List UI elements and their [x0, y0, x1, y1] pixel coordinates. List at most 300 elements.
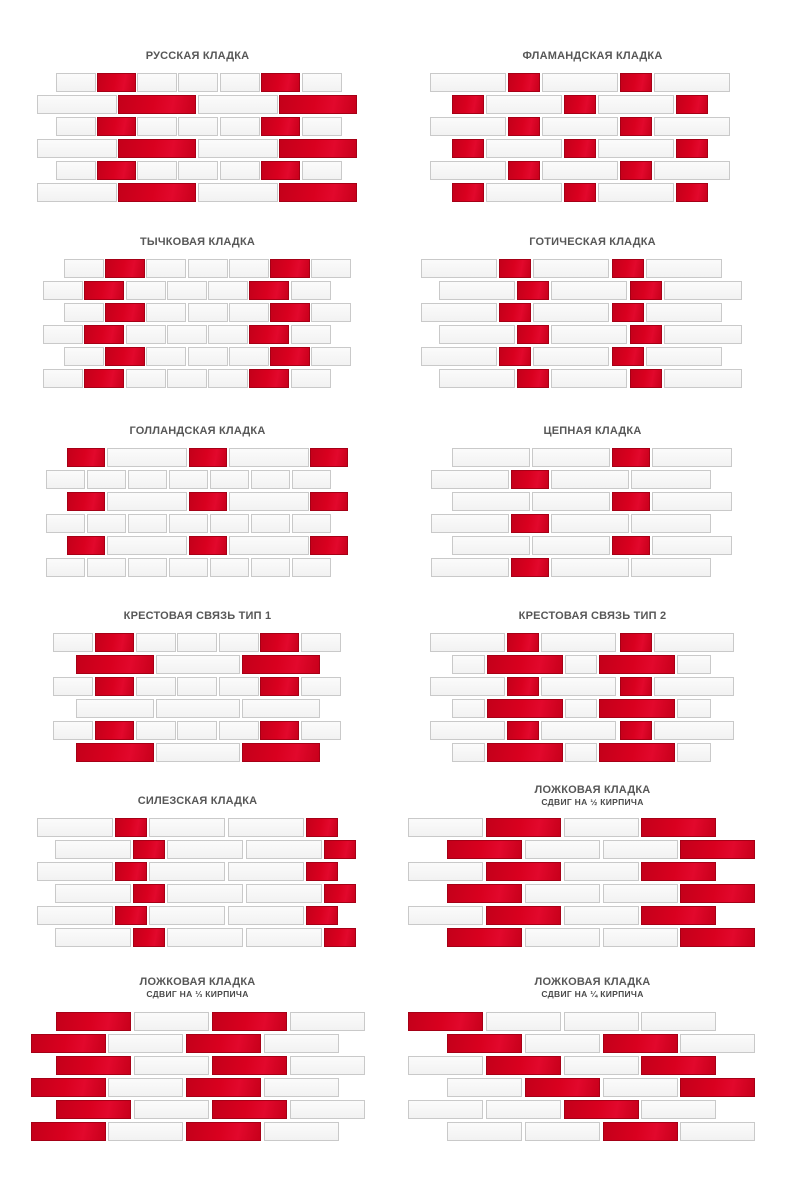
red-brick: [630, 369, 662, 388]
bond-subtitle: СДВИГ НА ¼ КИРПИЧА: [541, 989, 644, 999]
white-brick: [149, 906, 225, 925]
red-brick: [324, 840, 356, 859]
white-brick: [169, 514, 208, 533]
red-brick: [105, 303, 145, 322]
red-brick: [249, 281, 289, 300]
red-brick: [270, 347, 310, 366]
red-brick: [212, 1100, 287, 1119]
bond-panel-stretcher-half: [395, 784, 790, 960]
red-brick: [249, 369, 289, 388]
white-brick: [167, 928, 243, 947]
red-brick: [115, 862, 147, 881]
white-brick: [525, 928, 600, 947]
white-brick: [408, 862, 483, 881]
white-brick: [290, 1056, 365, 1075]
white-brick: [55, 928, 131, 947]
red-brick: [95, 721, 134, 740]
white-brick: [439, 281, 515, 300]
red-brick: [680, 884, 755, 903]
red-brick: [620, 117, 652, 136]
white-brick: [654, 677, 734, 696]
red-brick: [486, 862, 561, 881]
white-brick: [87, 514, 126, 533]
white-brick: [452, 743, 485, 762]
white-brick: [641, 1012, 716, 1031]
red-brick: [115, 906, 147, 925]
white-brick: [134, 1056, 209, 1075]
white-brick: [430, 633, 505, 652]
red-brick: [620, 73, 652, 92]
white-brick: [598, 183, 674, 202]
white-brick: [541, 721, 616, 740]
red-brick: [447, 928, 522, 947]
red-brick: [105, 347, 145, 366]
white-brick: [542, 117, 618, 136]
bond-subtitle: СДВИГ НА ½ КИРПИЧА: [541, 797, 644, 807]
red-brick: [249, 325, 289, 344]
white-brick: [408, 818, 483, 837]
white-brick: [654, 161, 730, 180]
bond-panel-chain: [395, 420, 790, 590]
bond-title: ЛОЖКОВАЯ КЛАДКА: [139, 976, 256, 988]
red-brick: [133, 840, 165, 859]
white-brick: [565, 743, 597, 762]
white-brick: [290, 1012, 365, 1031]
white-brick: [246, 884, 322, 903]
bond-panel-flemish: [395, 45, 790, 215]
white-brick: [37, 95, 117, 114]
white-brick: [264, 1122, 339, 1141]
red-brick: [680, 840, 755, 859]
white-brick: [64, 303, 104, 322]
red-brick: [279, 95, 357, 114]
red-brick: [564, 95, 596, 114]
white-brick: [302, 73, 342, 92]
red-brick: [261, 161, 300, 180]
white-brick: [541, 633, 616, 652]
white-brick: [565, 655, 597, 674]
white-brick: [664, 325, 742, 344]
red-brick: [56, 1012, 131, 1031]
red-brick: [511, 470, 549, 489]
white-brick: [292, 558, 331, 577]
white-brick: [134, 1012, 209, 1031]
red-brick: [564, 1100, 639, 1119]
white-brick: [664, 281, 742, 300]
white-brick: [56, 117, 96, 136]
white-brick: [447, 1122, 522, 1141]
white-brick: [486, 1012, 561, 1031]
red-brick: [630, 281, 662, 300]
bond-title: СИЛЕЗСКАЯ КЛАДКА: [137, 795, 258, 807]
white-brick: [137, 117, 177, 136]
red-brick: [408, 1012, 483, 1031]
white-brick: [264, 1034, 339, 1053]
white-brick: [564, 818, 639, 837]
red-brick: [95, 633, 134, 652]
red-brick: [84, 281, 124, 300]
red-brick: [612, 492, 650, 511]
white-brick: [677, 655, 711, 674]
white-brick: [210, 514, 249, 533]
red-brick: [511, 514, 549, 533]
red-brick: [95, 677, 134, 696]
white-brick: [646, 303, 722, 322]
white-brick: [167, 281, 207, 300]
white-brick: [430, 161, 506, 180]
white-brick: [677, 743, 711, 762]
red-brick: [676, 183, 708, 202]
white-brick: [533, 259, 609, 278]
white-brick: [654, 117, 730, 136]
red-brick: [76, 743, 154, 762]
red-brick: [486, 818, 561, 837]
red-brick: [499, 303, 531, 322]
white-brick: [208, 325, 248, 344]
red-brick: [508, 161, 540, 180]
red-brick: [306, 818, 338, 837]
white-brick: [598, 95, 674, 114]
white-brick: [136, 677, 176, 696]
white-brick: [291, 281, 331, 300]
red-brick: [641, 906, 716, 925]
white-brick: [219, 677, 259, 696]
white-brick: [664, 369, 742, 388]
red-brick: [67, 492, 105, 511]
white-brick: [246, 928, 322, 947]
white-brick: [167, 884, 243, 903]
red-brick: [306, 906, 338, 925]
white-brick: [302, 161, 342, 180]
white-brick: [167, 840, 243, 859]
red-brick: [242, 743, 320, 762]
red-brick: [452, 95, 484, 114]
red-brick: [676, 139, 708, 158]
white-brick: [108, 1078, 183, 1097]
white-brick: [146, 303, 186, 322]
bond-subtitle: СДВИГ НА ⅓ КИРПИЧА: [146, 989, 249, 999]
red-brick: [620, 721, 652, 740]
white-brick: [646, 347, 722, 366]
white-brick: [541, 677, 616, 696]
red-brick: [641, 1056, 716, 1075]
white-brick: [178, 117, 218, 136]
white-brick: [251, 470, 290, 489]
white-brick: [291, 325, 331, 344]
red-brick: [487, 743, 563, 762]
white-brick: [167, 325, 207, 344]
white-brick: [53, 677, 93, 696]
white-brick: [177, 677, 217, 696]
red-brick: [310, 536, 348, 555]
red-brick: [189, 536, 227, 555]
white-brick: [228, 906, 304, 925]
white-brick: [447, 1078, 522, 1097]
bond-panel-header: [0, 231, 395, 401]
white-brick: [564, 862, 639, 881]
red-brick: [260, 721, 299, 740]
white-brick: [302, 117, 342, 136]
red-brick: [612, 347, 644, 366]
bond-title: ФЛАМАНДСКАЯ КЛАДКА: [522, 50, 663, 62]
red-brick: [612, 259, 644, 278]
white-brick: [128, 558, 167, 577]
white-brick: [551, 470, 629, 489]
red-brick: [486, 1056, 561, 1075]
red-brick: [306, 862, 338, 881]
white-brick: [421, 259, 497, 278]
bond-title: ЦЕПНАЯ КЛАДКА: [543, 425, 642, 437]
red-brick: [620, 677, 652, 696]
white-brick: [654, 633, 734, 652]
white-brick: [631, 514, 711, 533]
white-brick: [43, 281, 83, 300]
white-brick: [452, 655, 485, 674]
red-brick: [641, 818, 716, 837]
red-brick: [620, 633, 652, 652]
white-brick: [177, 633, 217, 652]
red-brick: [525, 1078, 600, 1097]
red-brick: [212, 1012, 287, 1031]
red-brick: [260, 633, 299, 652]
white-brick: [439, 369, 515, 388]
bond-panel-stretcher-quarter: [395, 976, 790, 1152]
white-brick: [229, 259, 269, 278]
white-brick: [46, 558, 85, 577]
bond-title: КРЕСТОВАЯ СВЯЗЬ ТИП 2: [518, 610, 667, 622]
red-brick: [242, 655, 320, 674]
bond-title: ГОЛЛАНДСКАЯ КЛАДКА: [129, 425, 266, 437]
red-brick: [612, 303, 644, 322]
white-brick: [37, 862, 113, 881]
red-brick: [517, 325, 549, 344]
white-brick: [646, 259, 722, 278]
white-brick: [290, 1100, 365, 1119]
white-brick: [156, 655, 240, 674]
red-brick: [447, 840, 522, 859]
white-brick: [208, 369, 248, 388]
red-brick: [31, 1034, 106, 1053]
red-brick: [279, 139, 357, 158]
white-brick: [229, 303, 269, 322]
white-brick: [242, 699, 320, 718]
white-brick: [229, 492, 309, 511]
red-brick: [517, 281, 549, 300]
red-brick: [447, 884, 522, 903]
white-brick: [43, 369, 83, 388]
white-brick: [37, 818, 113, 837]
red-brick: [67, 536, 105, 555]
red-brick: [487, 655, 563, 674]
red-brick: [599, 743, 675, 762]
white-brick: [525, 1122, 600, 1141]
white-brick: [291, 369, 331, 388]
white-brick: [87, 470, 126, 489]
white-brick: [37, 906, 113, 925]
white-brick: [46, 514, 85, 533]
white-brick: [452, 536, 530, 555]
white-brick: [246, 840, 322, 859]
red-brick: [212, 1056, 287, 1075]
white-brick: [564, 1056, 639, 1075]
red-brick: [310, 448, 348, 467]
white-brick: [430, 73, 506, 92]
white-brick: [87, 558, 126, 577]
red-brick: [612, 536, 650, 555]
white-brick: [220, 161, 260, 180]
red-brick: [186, 1034, 261, 1053]
white-brick: [210, 470, 249, 489]
white-brick: [533, 347, 609, 366]
red-brick: [507, 633, 539, 652]
white-brick: [188, 259, 228, 278]
white-brick: [292, 514, 331, 533]
white-brick: [486, 1100, 561, 1119]
red-brick: [133, 928, 165, 947]
white-brick: [128, 514, 167, 533]
white-brick: [126, 369, 166, 388]
white-brick: [251, 558, 290, 577]
white-brick: [53, 633, 93, 652]
white-brick: [452, 492, 530, 511]
red-brick: [97, 161, 136, 180]
white-brick: [56, 161, 96, 180]
red-brick: [97, 73, 136, 92]
white-brick: [128, 470, 167, 489]
white-brick: [146, 347, 186, 366]
white-brick: [107, 448, 187, 467]
bond-panel-cross2: [395, 605, 790, 775]
white-brick: [654, 73, 730, 92]
red-brick: [599, 655, 675, 674]
white-brick: [551, 558, 629, 577]
white-brick: [680, 1122, 755, 1141]
white-brick: [178, 161, 218, 180]
white-brick: [525, 884, 600, 903]
red-brick: [452, 183, 484, 202]
bond-title: ЛОЖКОВАЯ КЛАДКА: [534, 976, 651, 988]
red-brick: [508, 73, 540, 92]
white-brick: [137, 161, 177, 180]
bond-title: ЛОЖКОВАЯ КЛАДКА: [534, 784, 651, 796]
white-brick: [542, 73, 618, 92]
white-brick: [525, 840, 600, 859]
white-brick: [167, 369, 207, 388]
bond-panel-stretcher-third: [0, 976, 395, 1152]
white-brick: [603, 1078, 678, 1097]
white-brick: [301, 677, 341, 696]
red-brick: [612, 448, 650, 467]
white-brick: [431, 470, 509, 489]
white-brick: [301, 633, 341, 652]
white-brick: [126, 325, 166, 344]
bond-panel-gothic: [395, 231, 790, 401]
white-brick: [228, 818, 304, 837]
red-brick: [118, 95, 196, 114]
white-brick: [430, 721, 505, 740]
white-brick: [220, 73, 260, 92]
white-brick: [677, 699, 711, 718]
white-brick: [603, 928, 678, 947]
red-brick: [84, 325, 124, 344]
white-brick: [532, 536, 610, 555]
white-brick: [56, 73, 96, 92]
white-brick: [532, 492, 610, 511]
white-brick: [551, 369, 627, 388]
white-brick: [219, 721, 259, 740]
white-brick: [654, 721, 734, 740]
red-brick: [270, 303, 310, 322]
red-brick: [261, 117, 300, 136]
white-brick: [652, 536, 732, 555]
white-brick: [251, 514, 290, 533]
white-brick: [551, 281, 627, 300]
white-brick: [452, 448, 530, 467]
white-brick: [156, 743, 240, 762]
white-brick: [421, 303, 497, 322]
white-brick: [486, 95, 562, 114]
white-brick: [551, 514, 629, 533]
red-brick: [676, 95, 708, 114]
white-brick: [107, 492, 187, 511]
red-brick: [186, 1122, 261, 1141]
red-brick: [189, 492, 227, 511]
white-brick: [680, 1034, 755, 1053]
white-brick: [603, 840, 678, 859]
white-brick: [108, 1034, 183, 1053]
red-brick: [261, 73, 300, 92]
white-brick: [43, 325, 83, 344]
white-brick: [408, 1056, 483, 1075]
white-brick: [208, 281, 248, 300]
red-brick: [486, 906, 561, 925]
red-brick: [324, 884, 356, 903]
white-brick: [598, 139, 674, 158]
white-brick: [149, 818, 225, 837]
white-brick: [55, 884, 131, 903]
white-brick: [136, 721, 176, 740]
white-brick: [532, 448, 610, 467]
white-brick: [188, 303, 228, 322]
red-brick: [76, 655, 154, 674]
white-brick: [431, 514, 509, 533]
white-brick: [292, 470, 331, 489]
red-brick: [680, 928, 755, 947]
red-brick: [186, 1078, 261, 1097]
white-brick: [542, 161, 618, 180]
white-brick: [229, 347, 269, 366]
red-brick: [260, 677, 299, 696]
white-brick: [198, 183, 278, 202]
red-brick: [680, 1078, 755, 1097]
red-brick: [564, 183, 596, 202]
white-brick: [229, 448, 309, 467]
red-brick: [507, 677, 539, 696]
red-brick: [279, 183, 357, 202]
white-brick: [188, 347, 228, 366]
white-brick: [177, 721, 217, 740]
white-brick: [136, 633, 176, 652]
white-brick: [421, 347, 497, 366]
red-brick: [133, 884, 165, 903]
white-brick: [219, 633, 259, 652]
white-brick: [220, 117, 260, 136]
bond-panel-dutch: [0, 420, 395, 590]
white-brick: [134, 1100, 209, 1119]
white-brick: [311, 259, 351, 278]
white-brick: [64, 347, 104, 366]
red-brick: [56, 1100, 131, 1119]
